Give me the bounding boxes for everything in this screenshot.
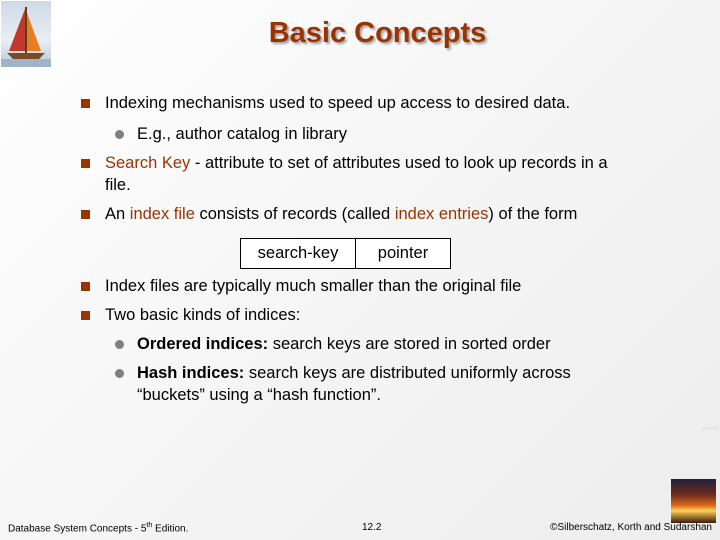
page-number: 12.2 <box>362 522 382 533</box>
slide-title: Basic Concepts <box>268 17 487 49</box>
sub-bullet-example <box>137 123 347 145</box>
bullet-text: ) of the form <box>488 205 578 223</box>
bullet-text: E.g., author catalog in library <box>137 125 348 143</box>
bullet-index-file <box>105 203 577 225</box>
bullet-kinds <box>105 304 300 326</box>
search-key-cell: search-key <box>241 239 356 268</box>
bullet-text: - attribute to set of attributes used to look up records in a <box>190 154 608 172</box>
sub-bullet-hash <box>137 362 571 406</box>
bullet-text: Two basic kinds of indices: <box>105 306 301 324</box>
bullet-text: An <box>105 205 130 223</box>
sub-bullet-ordered <box>137 333 551 355</box>
footer-text: Edition. <box>152 523 189 535</box>
bullet-text: consists of records (called <box>194 205 395 223</box>
round-bullet-icon <box>115 130 124 139</box>
square-bullet-icon <box>81 99 90 108</box>
footer-book-title <box>8 522 188 534</box>
bullet-index-size <box>105 275 521 297</box>
pointer-cell: pointer <box>377 244 429 262</box>
footer-copyright: ©Silberschatz, Korth and Sudarshan <box>550 522 712 533</box>
bullet-search-key <box>105 152 608 196</box>
term-hash-indices: Hash indices: <box>137 364 245 382</box>
decorative-line <box>701 427 719 430</box>
square-bullet-icon <box>81 210 90 219</box>
term-index-entries: index entries <box>394 205 489 223</box>
index-entry-diagram <box>240 238 451 269</box>
round-bullet-icon <box>115 340 124 349</box>
sunset-image-icon <box>671 479 716 523</box>
term-search-key: Search Key <box>105 154 191 172</box>
square-bullet-icon <box>81 282 90 291</box>
bullet-text: Index files are typically much smaller than the original file <box>105 277 522 295</box>
square-bullet-icon <box>81 311 90 320</box>
term-index-file: index file <box>129 205 195 223</box>
bullet-text: Indexing mechanisms used to speed up access to desired data. <box>105 94 571 112</box>
bullet-indexing <box>105 92 570 114</box>
square-bullet-icon <box>81 159 90 168</box>
footer-text: Database System Concepts - 5 <box>8 523 147 535</box>
footer-sup: th <box>146 522 153 529</box>
round-bullet-icon <box>115 369 124 378</box>
term-ordered-indices: Ordered indices: <box>137 335 269 353</box>
bullet-text: search keys are stored in sorted order <box>268 335 551 353</box>
bullet-text-cont: file. <box>105 176 131 194</box>
bullet-text: search keys are distributed uniformly across <box>244 364 571 382</box>
bullet-text-cont: “buckets” using a “hash function”. <box>137 386 381 404</box>
